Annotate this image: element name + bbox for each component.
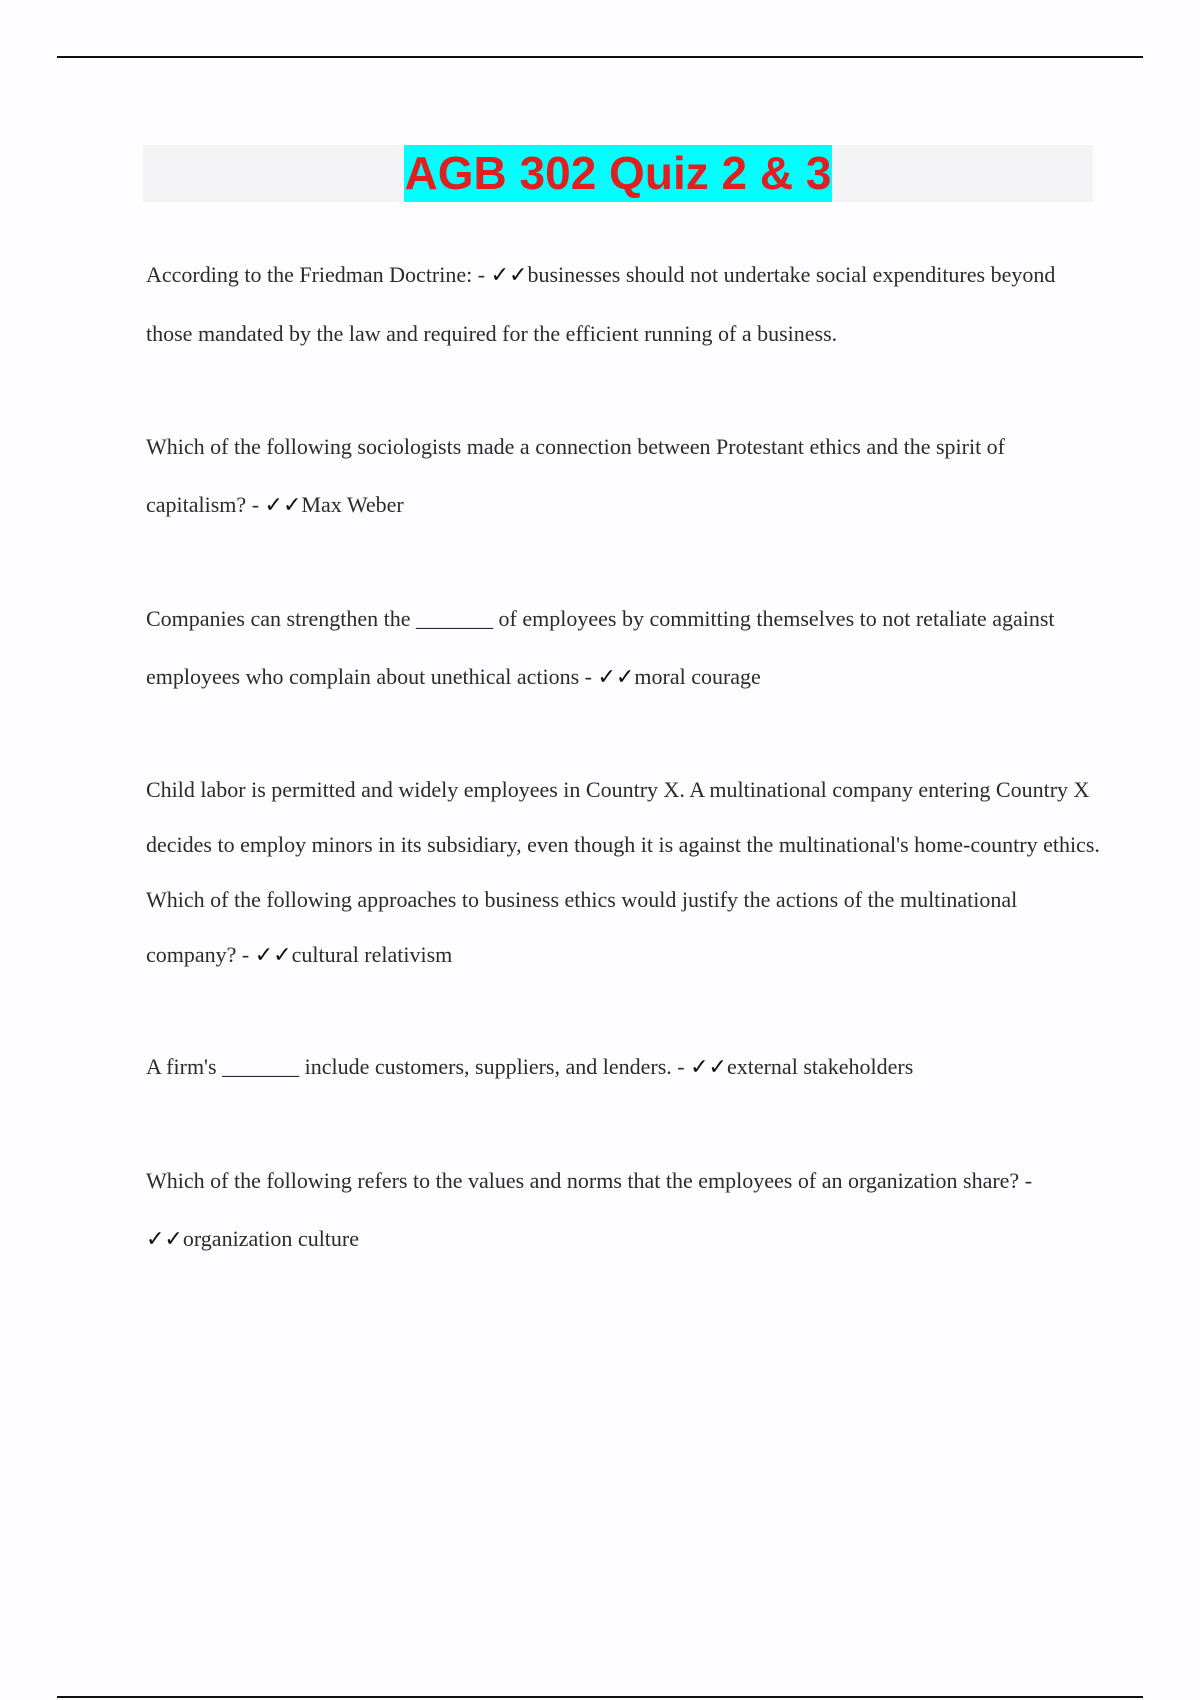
double-check-icon: ✓✓ <box>146 1227 183 1252</box>
title-band <box>143 145 1093 202</box>
double-check-icon: ✓✓ <box>254 943 292 968</box>
footer-rule <box>57 1696 1143 1698</box>
answer-text: cultural relativism <box>291 942 453 967</box>
question-text: According to the Friedman Doctrine: <box>146 262 473 287</box>
separator: - <box>472 262 491 287</box>
qa-item <box>146 1152 1106 1269</box>
question-text: Child labor is permitted and widely employees in Country X. A multinational company entering Country X decides to employ minors in its subsidiary, even though it is against the multinational's home-country ethics. Which of the following approaches to business ethics would justify the actions of the multinational company? <box>146 777 1100 967</box>
qa-item <box>146 246 1106 363</box>
double-check-icon: ✓✓ <box>264 493 302 518</box>
qa-item <box>146 1038 1106 1097</box>
question-text: Which of the following refers to the values and norms that the employees of an organization share? <box>146 1168 1020 1193</box>
answer-text: Max Weber <box>301 492 404 517</box>
separator: - <box>579 664 598 689</box>
answer-text: businesses should not undertake social expenditures beyond those mandated by the law and required for the efficient running of a business. <box>146 262 1056 346</box>
document-title: AGB 302 Quiz 2 & 3 <box>404 145 833 202</box>
qa-item <box>146 590 1106 707</box>
separator: - <box>236 942 255 967</box>
qa-item <box>146 762 1106 983</box>
header-rule <box>57 56 1143 58</box>
separator: - <box>671 1054 691 1079</box>
double-check-icon: ✓✓ <box>690 1055 727 1080</box>
separator: - <box>246 492 265 517</box>
separator: - <box>1019 1168 1033 1193</box>
qa-list <box>146 246 1106 1324</box>
question-text: Which of the following sociologists made a connection between Protestant ethics and the spirit of capitalism? <box>146 434 1006 517</box>
qa-item <box>146 418 1106 535</box>
question-text: Companies can strengthen the _______ of employees by committing themselves to not retaliate against employees who complain about unethical actions <box>146 606 1055 689</box>
answer-text: external stakeholders <box>726 1054 914 1079</box>
answer-text: organization culture <box>182 1226 360 1251</box>
double-check-icon: ✓✓ <box>490 263 528 288</box>
question-text: A firm's _______ include customers, suppliers, and lenders. <box>146 1054 672 1079</box>
answer-text: moral courage <box>634 664 761 689</box>
double-check-icon: ✓✓ <box>597 665 635 690</box>
